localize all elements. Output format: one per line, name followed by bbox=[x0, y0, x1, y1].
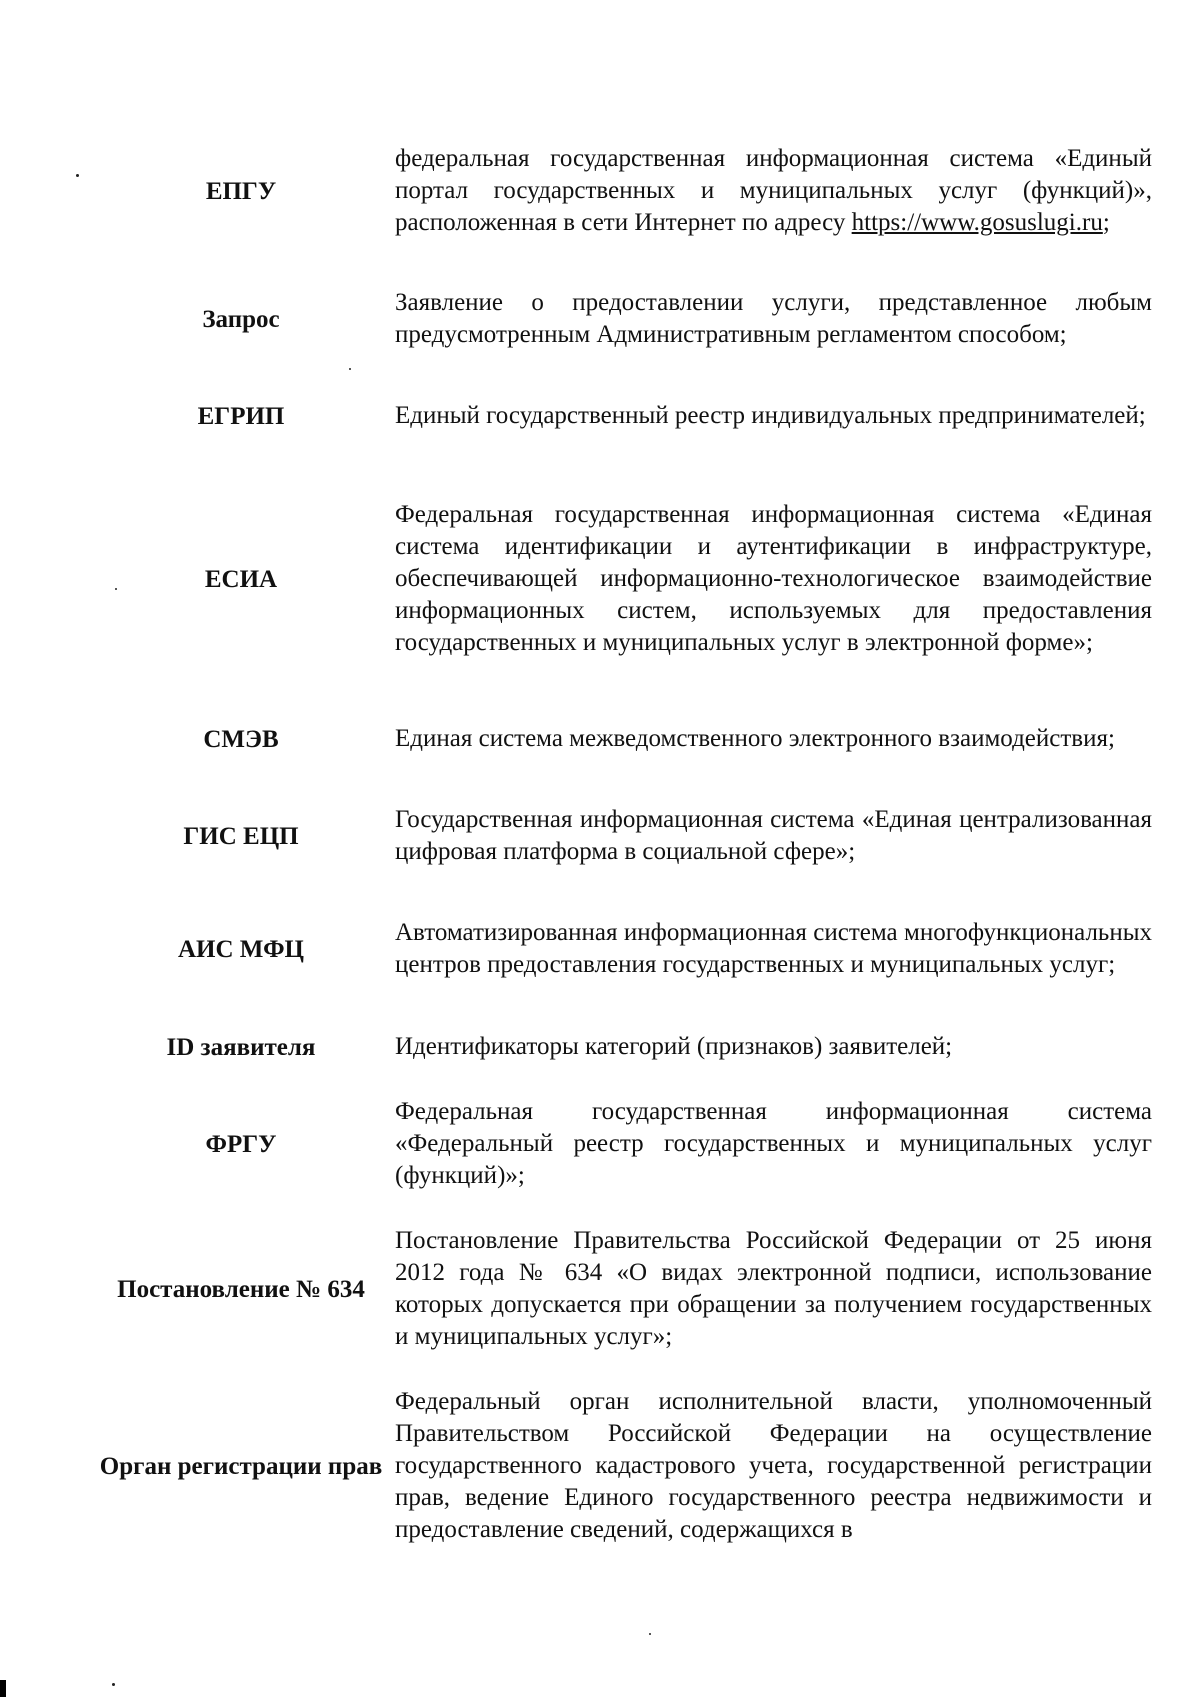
scan-speck bbox=[76, 174, 79, 177]
definition-punctuation: ; bbox=[1102, 209, 1110, 236]
glossary-definition: Постановление Правительства Российской Федерации от 25 июня 2012 года № 634 «О видах электронной подписи, использование которых допускается при обращении за получением государственных и муниципальных услуг»; bbox=[395, 1227, 1152, 1350]
glossary-term: Запрос bbox=[202, 305, 280, 333]
glossary-term: ID заявителя bbox=[166, 1033, 316, 1061]
glossary-definition: Федеральная государственная информационная система «Федеральный реестр государственных и муниципальных услуг (функций)»; bbox=[395, 1098, 1152, 1189]
glossary-entry-frgu bbox=[95, 1095, 1152, 1193]
scan-speck bbox=[349, 368, 351, 370]
glossary-definition: Федеральный орган исполнительной власти, уполномоченный Правительством Российской Федерации на осуществление государственного кадастрового учета, государственной регистрации прав, ведение Единого государственного реестра недвижимости и предоставление сведений, содержащихся в bbox=[395, 1388, 1152, 1543]
glossary-term: ЕСИА bbox=[204, 565, 278, 593]
glossary-entry-gis-ecp bbox=[95, 803, 1152, 869]
glossary-definition: Заявление о предоставлении услуги, представленное любым предусмотренным Административным регламентом способом; bbox=[395, 289, 1152, 348]
definition-text: федеральная государственная информационная система «Единый портал государственных и муниципальных услуг (функций)», расположенная в сети Интернет по адресу bbox=[395, 145, 1152, 236]
scan-speck bbox=[649, 1633, 651, 1635]
scan-edge-mark bbox=[0, 1680, 6, 1697]
glossary-entry-postanovlenie-634 bbox=[95, 1224, 1152, 1354]
glossary-definition: Государственная информационная система «Единая централизованная цифровая платформа в социальной сфере»; bbox=[395, 806, 1152, 865]
glossary-term: АИС МФЦ bbox=[178, 935, 304, 963]
glossary-term: ФРГУ bbox=[205, 1130, 277, 1158]
glossary-definition: Идентификаторы категорий (признаков) заявителей; bbox=[395, 1033, 953, 1060]
glossary-term: ГИС ЕЦП bbox=[183, 822, 299, 850]
glossary-entry-ais-mfc bbox=[95, 900, 1152, 998]
glossary-entry-organ-registracii bbox=[95, 1385, 1152, 1547]
glossary-definition: Единый государственный реестр индивидуальных предпринимателей; bbox=[395, 402, 1146, 429]
glossary-term: Орган регистрации прав bbox=[99, 1452, 383, 1480]
gosuslugi-link[interactable]: https://www.gosuslugi.ru bbox=[851, 209, 1103, 236]
glossary-entry-epgu bbox=[95, 126, 1152, 256]
glossary-definition bbox=[395, 143, 1152, 239]
glossary-entry-smev bbox=[95, 706, 1145, 772]
glossary-entry-esia bbox=[95, 481, 1152, 677]
glossary-entry-egrip bbox=[95, 383, 1145, 449]
glossary-term: Постановление № 634 bbox=[117, 1275, 365, 1303]
glossary-entry-zapros bbox=[95, 286, 1152, 352]
glossary-term: ЕПГУ bbox=[205, 177, 277, 205]
scan-speck bbox=[112, 1683, 115, 1686]
glossary-definition: Федеральная государственная информационная система «Единая система идентификации и аутентификации в инфраструктуре, обеспечивающей информационно-технологическое взаимодействие информационных систем, используемых для предоставления государственных и муниципальных услуг в электронной форме»; bbox=[395, 501, 1152, 656]
glossary-entry-id-zayavitelya bbox=[95, 1030, 1145, 1064]
glossary-term: СМЭВ bbox=[203, 725, 279, 753]
glossary-definition: Единая система межведомственного электронного взаимодействия; bbox=[395, 725, 1115, 752]
scan-speck bbox=[115, 588, 117, 590]
glossary-term: ЕГРИП bbox=[197, 402, 285, 430]
glossary-definition: Автоматизированная информационная система многофункциональных центров предоставления государственных и муниципальных услуг; bbox=[395, 919, 1152, 978]
